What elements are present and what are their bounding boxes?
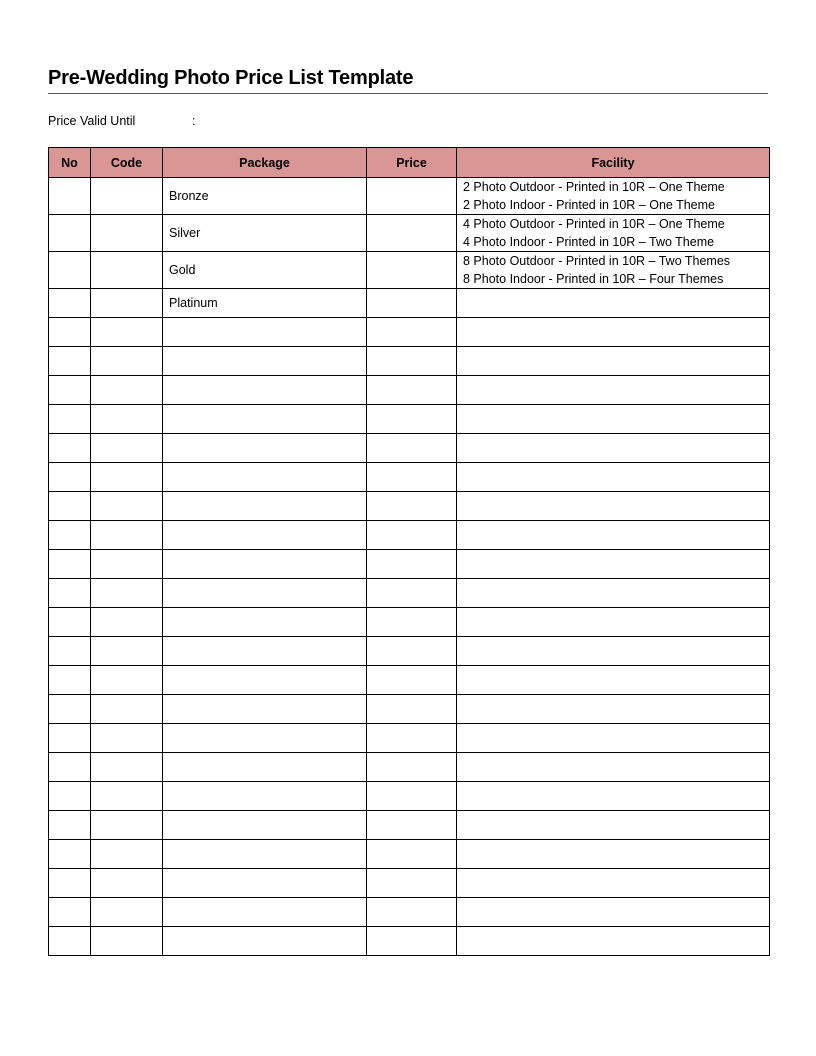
price-cell[interactable] — [367, 289, 457, 318]
no-cell[interactable] — [49, 463, 91, 492]
price-cell[interactable] — [367, 405, 457, 434]
table-body — [49, 178, 770, 956]
code-cell[interactable] — [91, 782, 163, 811]
no-cell[interactable] — [49, 550, 91, 579]
price-cell[interactable] — [367, 666, 457, 695]
price-cell[interactable] — [367, 840, 457, 869]
facility-cell[interactable] — [457, 724, 770, 753]
table-row — [49, 811, 770, 840]
table-row — [49, 637, 770, 666]
package-cell[interactable] — [163, 898, 367, 927]
facility-cell[interactable] — [457, 695, 770, 724]
header-package: Package — [163, 148, 367, 178]
table-row — [49, 579, 770, 608]
table-header-row — [49, 148, 770, 178]
package-cell[interactable] — [163, 666, 367, 695]
table-row — [49, 405, 770, 434]
price-cell[interactable] — [367, 252, 457, 289]
code-cell[interactable] — [91, 463, 163, 492]
table-row — [49, 782, 770, 811]
code-cell[interactable] — [91, 927, 163, 956]
price-cell[interactable] — [367, 724, 457, 753]
code-cell[interactable] — [91, 252, 163, 289]
facility-cell[interactable] — [457, 318, 770, 347]
facility-cell[interactable] — [457, 753, 770, 782]
code-cell[interactable] — [91, 608, 163, 637]
package-cell[interactable] — [163, 724, 367, 753]
price-cell[interactable] — [367, 550, 457, 579]
facility-cell[interactable] — [457, 927, 770, 956]
price-cell[interactable] — [367, 318, 457, 347]
no-cell[interactable] — [49, 840, 91, 869]
facility-cell[interactable] — [457, 550, 770, 579]
price-valid-until-label: Price Valid Until — [48, 114, 136, 128]
table-row — [49, 550, 770, 579]
table-row — [49, 492, 770, 521]
no-cell[interactable] — [49, 782, 91, 811]
no-cell[interactable] — [49, 178, 91, 215]
header-no: No — [49, 148, 91, 178]
facility-cell[interactable] — [457, 178, 770, 215]
no-cell[interactable] — [49, 521, 91, 550]
no-cell[interactable] — [49, 376, 91, 405]
table-row — [49, 178, 770, 215]
price-cell[interactable] — [367, 695, 457, 724]
code-cell[interactable] — [91, 289, 163, 318]
price-cell[interactable] — [367, 811, 457, 840]
price-cell[interactable] — [367, 898, 457, 927]
facility-line: 4 Photo Indoor - Printed in 10R – Two Theme — [463, 235, 715, 249]
package-cell[interactable] — [163, 492, 367, 521]
table-row — [49, 840, 770, 869]
code-cell[interactable] — [91, 178, 163, 215]
code-cell[interactable] — [91, 492, 163, 521]
facility-cell[interactable] — [457, 637, 770, 666]
facility-line: 2 Photo Indoor - Printed in 10R – One Theme — [463, 198, 716, 212]
price-cell[interactable] — [367, 463, 457, 492]
no-cell[interactable] — [49, 724, 91, 753]
table-row — [49, 463, 770, 492]
facility-cell[interactable] — [457, 782, 770, 811]
price-cell[interactable] — [367, 927, 457, 956]
package-cell[interactable]: Platinum — [163, 289, 367, 318]
price-cell[interactable] — [367, 434, 457, 463]
title-divider — [48, 93, 768, 94]
no-cell[interactable] — [49, 608, 91, 637]
facility-cell[interactable] — [457, 898, 770, 927]
facility-cell[interactable] — [457, 289, 770, 318]
price-valid-until-colon: : — [192, 114, 196, 128]
no-cell[interactable] — [49, 927, 91, 956]
table-row — [49, 608, 770, 637]
code-cell[interactable] — [91, 869, 163, 898]
table-row — [49, 927, 770, 956]
package-cell[interactable] — [163, 637, 367, 666]
price-cell[interactable] — [367, 215, 457, 252]
package-cell[interactable] — [163, 318, 367, 347]
package-cell[interactable]: Bronze — [163, 178, 367, 215]
facility-cell[interactable] — [457, 492, 770, 521]
package-cell[interactable] — [163, 347, 367, 376]
facility-cell[interactable] — [457, 347, 770, 376]
table-row — [49, 289, 770, 318]
no-cell[interactable] — [49, 252, 91, 289]
facility-line: 8 Photo Outdoor - Printed in 10R – Two Themes — [463, 254, 731, 268]
package-cell[interactable] — [163, 463, 367, 492]
header-facility: Facility — [457, 148, 770, 178]
package-cell[interactable] — [163, 869, 367, 898]
header-price: Price — [367, 148, 457, 178]
table-row — [49, 252, 770, 289]
table-row — [49, 695, 770, 724]
code-cell[interactable] — [91, 347, 163, 376]
package-cell[interactable] — [163, 753, 367, 782]
code-cell[interactable] — [91, 550, 163, 579]
facility-cell[interactable] — [457, 521, 770, 550]
package-cell[interactable] — [163, 608, 367, 637]
package-cell[interactable] — [163, 695, 367, 724]
no-cell[interactable] — [49, 492, 91, 521]
facility-cell[interactable] — [457, 608, 770, 637]
table-row — [49, 869, 770, 898]
facility-cell[interactable] — [457, 215, 770, 252]
price-cell[interactable] — [367, 521, 457, 550]
no-cell[interactable] — [49, 318, 91, 347]
code-cell[interactable] — [91, 898, 163, 927]
table-row — [49, 347, 770, 376]
no-cell[interactable] — [49, 289, 91, 318]
package-cell[interactable]: Silver — [163, 215, 367, 252]
table-row — [49, 666, 770, 695]
package-cell[interactable] — [163, 782, 367, 811]
price-cell[interactable] — [367, 376, 457, 405]
facility-cell[interactable] — [457, 405, 770, 434]
facility-cell[interactable] — [457, 463, 770, 492]
price-cell[interactable] — [367, 347, 457, 376]
code-cell[interactable] — [91, 840, 163, 869]
no-cell[interactable] — [49, 405, 91, 434]
header-code: Code — [91, 148, 163, 178]
code-cell[interactable] — [91, 376, 163, 405]
price-cell[interactable] — [367, 753, 457, 782]
package-cell[interactable] — [163, 550, 367, 579]
no-cell[interactable] — [49, 869, 91, 898]
package-cell[interactable] — [163, 811, 367, 840]
price-cell[interactable] — [367, 637, 457, 666]
package-cell[interactable]: Gold — [163, 252, 367, 289]
code-cell[interactable] — [91, 753, 163, 782]
facility-cell[interactable] — [457, 869, 770, 898]
no-cell[interactable] — [49, 753, 91, 782]
price-cell[interactable] — [367, 869, 457, 898]
facility-line: 2 Photo Outdoor - Printed in 10R – One Theme — [463, 180, 725, 194]
table-row — [49, 376, 770, 405]
package-cell[interactable] — [163, 927, 367, 956]
table-row — [49, 753, 770, 782]
facility-cell[interactable] — [457, 840, 770, 869]
code-cell[interactable] — [91, 724, 163, 753]
code-cell[interactable] — [91, 579, 163, 608]
price-cell[interactable] — [367, 579, 457, 608]
package-cell[interactable] — [163, 521, 367, 550]
facility-cell[interactable] — [457, 434, 770, 463]
price-cell[interactable] — [367, 782, 457, 811]
facility-cell[interactable] — [457, 376, 770, 405]
code-cell[interactable] — [91, 405, 163, 434]
facility-line: 4 Photo Outdoor - Printed in 10R – One Theme — [463, 217, 725, 231]
facility-cell[interactable] — [457, 579, 770, 608]
facility-line: 8 Photo Indoor - Printed in 10R – Four Themes — [463, 272, 724, 286]
no-cell[interactable] — [49, 347, 91, 376]
no-cell[interactable] — [49, 434, 91, 463]
price-list-table — [48, 147, 770, 956]
package-cell[interactable] — [163, 840, 367, 869]
table-row — [49, 898, 770, 927]
table-row — [49, 521, 770, 550]
no-cell[interactable] — [49, 811, 91, 840]
price-cell[interactable] — [367, 608, 457, 637]
no-cell[interactable] — [49, 579, 91, 608]
package-cell[interactable] — [163, 434, 367, 463]
code-cell[interactable] — [91, 215, 163, 252]
no-cell[interactable] — [49, 215, 91, 252]
price-cell[interactable] — [367, 492, 457, 521]
code-cell[interactable] — [91, 811, 163, 840]
no-cell[interactable] — [49, 695, 91, 724]
facility-cell[interactable] — [457, 252, 770, 289]
code-cell[interactable] — [91, 434, 163, 463]
package-cell[interactable] — [163, 405, 367, 434]
document-title: Pre-Wedding Photo Price List Template — [48, 67, 414, 89]
package-cell[interactable] — [163, 376, 367, 405]
code-cell[interactable] — [91, 666, 163, 695]
table-row — [49, 724, 770, 753]
facility-cell[interactable] — [457, 811, 770, 840]
code-cell[interactable] — [91, 637, 163, 666]
facility-cell[interactable] — [457, 666, 770, 695]
no-cell[interactable] — [49, 637, 91, 666]
price-cell[interactable] — [367, 178, 457, 215]
code-cell[interactable] — [91, 521, 163, 550]
code-cell[interactable] — [91, 318, 163, 347]
no-cell[interactable] — [49, 898, 91, 927]
table-row — [49, 318, 770, 347]
no-cell[interactable] — [49, 666, 91, 695]
table-row — [49, 215, 770, 252]
code-cell[interactable] — [91, 695, 163, 724]
table-row — [49, 434, 770, 463]
package-cell[interactable] — [163, 579, 367, 608]
